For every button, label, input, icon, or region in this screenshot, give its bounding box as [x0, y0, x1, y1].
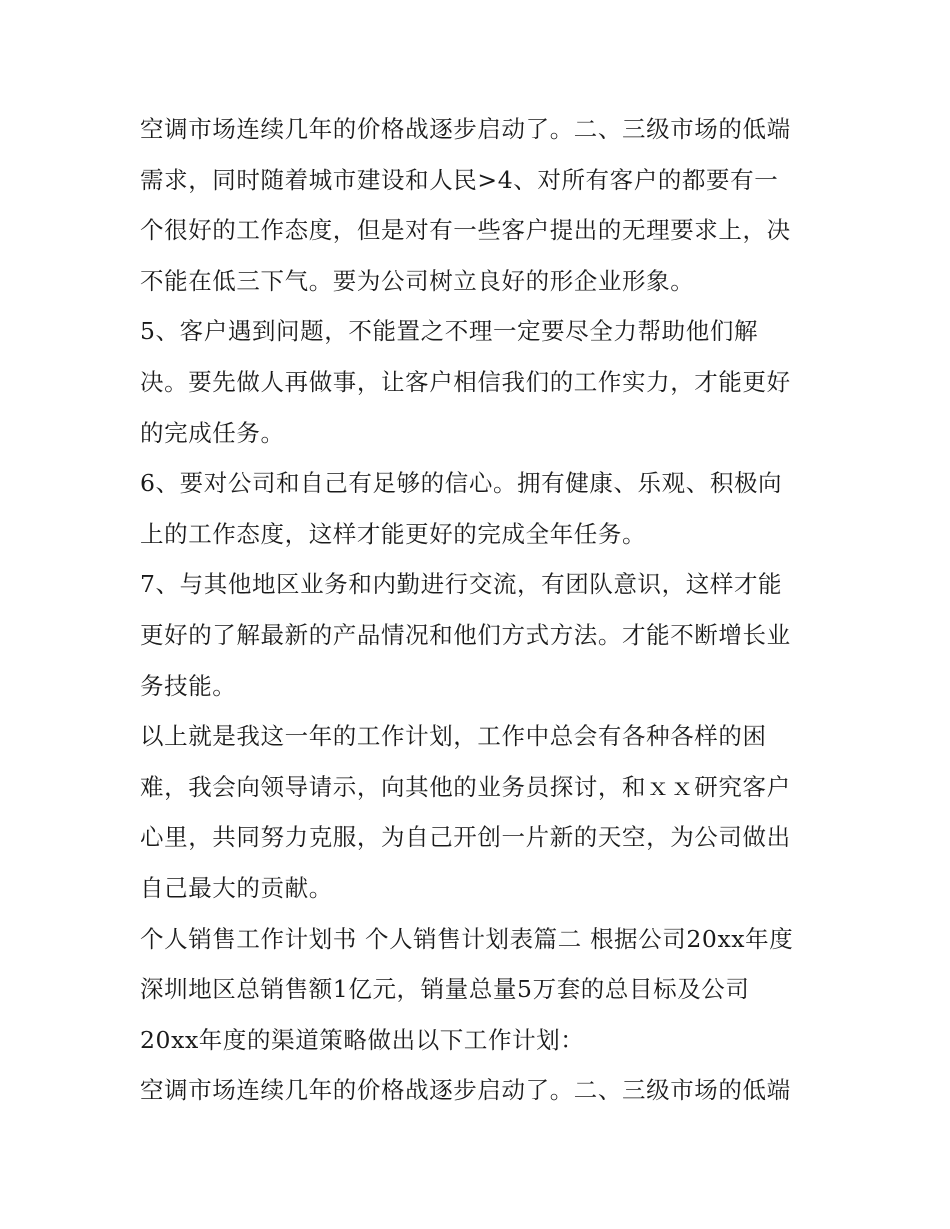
text-line: 20xx年度的渠道策略做出以下工作计划： — [140, 1025, 585, 1054]
text-line: 以上就是我这一年的工作计划，工作中总会有各种各样的困 — [140, 722, 767, 751]
text-line: 的完成任务。 — [140, 418, 285, 447]
text-line: 难，我会向领导请示，向其他的业务员探讨，和ｘｘ研究客户 — [140, 772, 791, 801]
text-line: 更好的了解最新的产品情况和他们方式方法。才能不断增长业 — [140, 620, 791, 649]
text-line: 上的工作态度，这样才能更好的完成全年任务。 — [140, 519, 647, 548]
document-body — [140, 104, 830, 1116]
text-line: 个很好的工作态度，但是对有一些客户提出的无理要求上，决 — [140, 216, 791, 245]
text-line: 心里，共同努力克服，为自己开创一片新的天空，为公司做出 — [140, 823, 791, 852]
text-line: 自己最大的贡献。 — [140, 873, 333, 902]
text-line: 需求，同时随着城市建设和人民>4、对所有客户的都要有一 — [140, 165, 779, 194]
text-line: 空调市场连续几年的价格战逐步启动了。二、三级市场的低端 — [140, 1076, 791, 1105]
text-line: 5、客户遇到问题，不能置之不理一定要尽全力帮助他们解 — [140, 317, 759, 346]
text-line: 务技能。 — [140, 671, 237, 700]
text-line: 个人销售工作计划书 个人销售计划表篇二 根据公司20xx年度 — [140, 924, 794, 953]
text-line: 决。要先做人再做事，让客户相信我们的工作实力，才能更好 — [140, 367, 791, 396]
text-line: 6、要对公司和自己有足够的信心。拥有健康、乐观、积极向 — [140, 469, 783, 498]
text-line: 空调市场连续几年的价格战逐步启动了。二、三级市场的低端 — [140, 115, 791, 143]
text-line: 不能在低三下气。要为公司树立良好的形企业形象。 — [140, 266, 695, 295]
text-line: 7、与其他地区业务和内勤进行交流，有团队意识，这样才能 — [140, 570, 783, 599]
text-line: 深圳地区总销售额1亿元，销量总量5万套的总目标及公司 — [140, 975, 750, 1004]
